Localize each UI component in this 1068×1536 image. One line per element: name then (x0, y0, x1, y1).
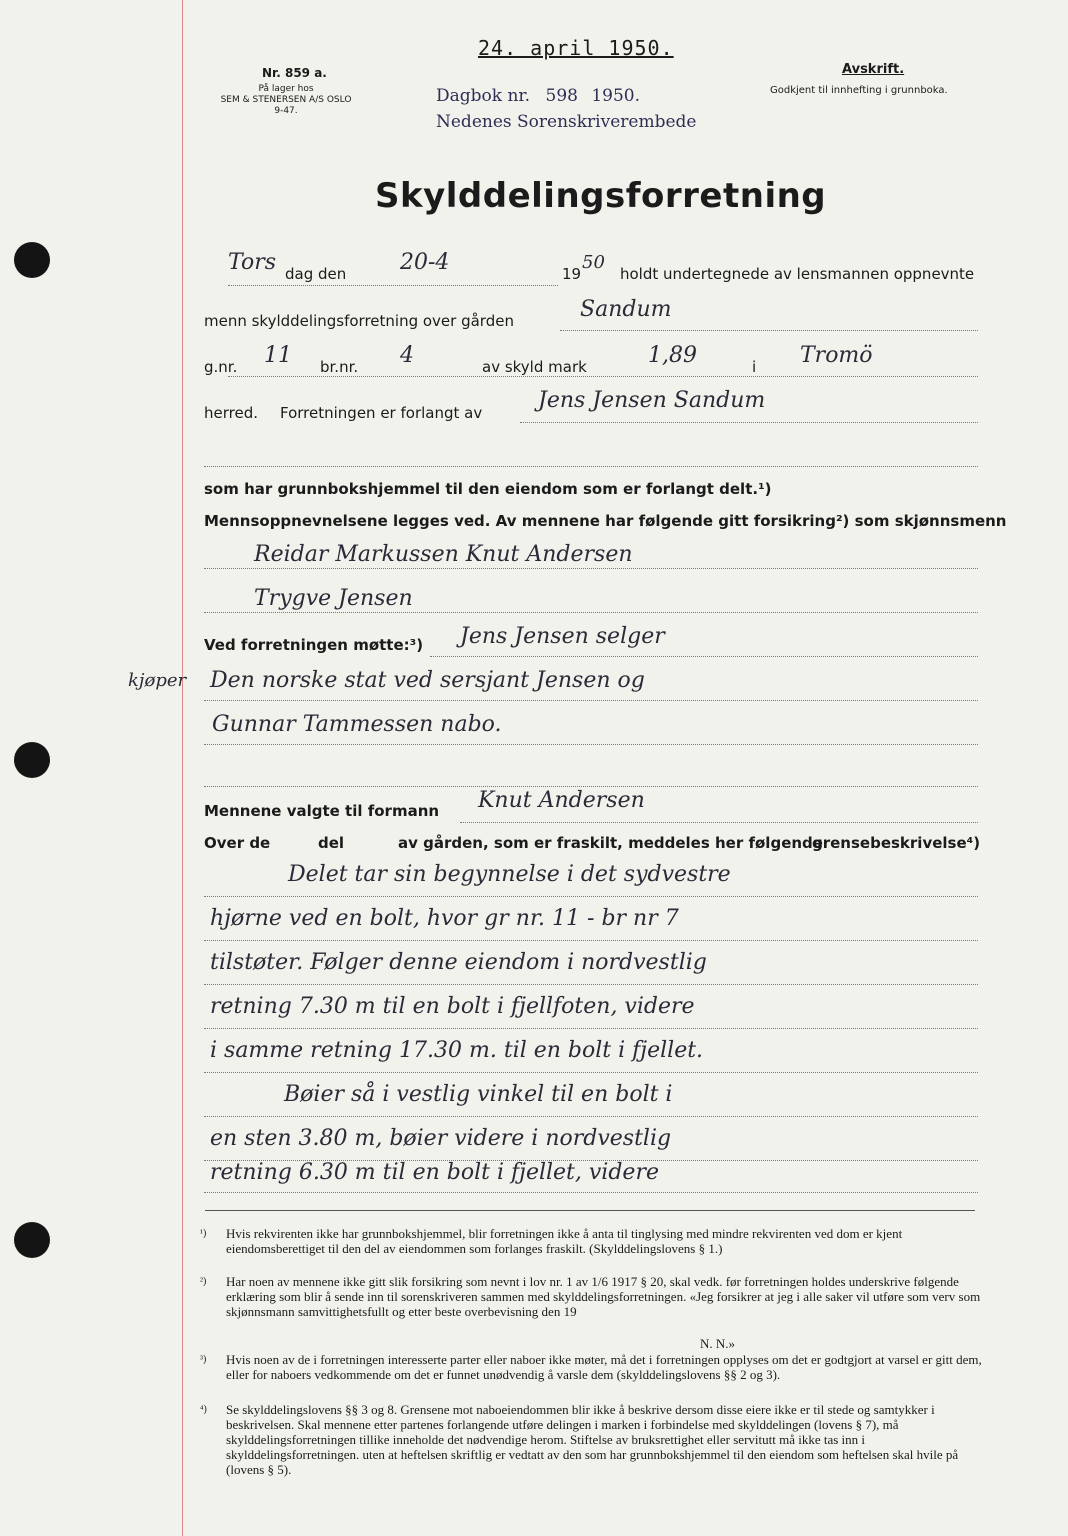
footnote (200, 1226, 990, 1256)
footnote-text: Hvis rekvirenten ikke har grunnbokshjemmel, blir forretningen ikke å anta til tinglysing med mindre rekvirenten ved dom er kjent eiendomsberettiget til den del av eiendommen som forlanges fraskilt. (Skylddelingslovens § 1.) (226, 1226, 903, 1256)
mote-label: Ved forretningen møtte:³) (204, 636, 424, 654)
margin-note-handwritten: kjøper (128, 670, 187, 691)
office-stamp: Nedenes Sorenskriverembede (436, 112, 697, 132)
punch-hole (14, 242, 50, 278)
menn-label: menn skylddelingsforretning over gården (204, 312, 514, 330)
gard-text: av gården, som er fraskilt, meddeles her følgende (398, 834, 823, 852)
footnote-mark: ³) (200, 1354, 207, 1365)
dagbok-number: 598 (545, 86, 578, 106)
dotted-line (560, 330, 978, 331)
dotted-line (204, 1192, 978, 1193)
dotted-line (204, 1116, 978, 1117)
dotted-line (228, 285, 558, 286)
avskrift-label: Avskrift. (842, 62, 905, 77)
herred-handwritten: Tromö (800, 343, 873, 368)
dotted-line (204, 744, 978, 745)
punch-hole (14, 742, 50, 778)
form-number: Nr. 859 a. (262, 66, 327, 80)
formann-handwritten: Knut Andersen (478, 788, 645, 813)
gnr-handwritten: 11 (264, 343, 292, 368)
requested-handwritten: Jens Jensen Sandum (538, 388, 766, 413)
attendee-handwritten-2: Den norske stat ved sersjant Jensen og (210, 668, 645, 693)
dagbok-label: Dagbok nr. (436, 86, 531, 106)
grunnbok-text: som har grunnbokshjemmel til den eiendom som er forlangt delt.¹) (204, 480, 772, 498)
footnote-mark: ²) (200, 1276, 207, 1287)
dotted-line (204, 896, 978, 897)
dotted-line (520, 422, 978, 423)
menn-text: Mennsoppnevnelsene legges ved. Av mennene har følgende gitt forsikring²) som skjønnsmenn (204, 512, 1007, 530)
dotted-line (204, 1072, 978, 1073)
document-title: Skylddelingsforretning (375, 176, 827, 216)
footnote-mark: ¹) (200, 1228, 207, 1239)
dotted-line (460, 822, 978, 823)
attendee-handwritten-1: Jens Jensen selger (460, 624, 665, 649)
godkjent-label: Godkjent til innhefting i grunnboka. (770, 85, 948, 96)
description-line: i samme retning 17.30 m. til en bolt i fjellet. (210, 1038, 704, 1063)
dotted-line (204, 466, 978, 467)
description-line: hjørne ved en bolt, hvor gr nr. 11 - br nr 7 (210, 906, 679, 931)
footnote (200, 1352, 990, 1382)
description-line: en sten 3.80 m, bøier videre i nordvestlig (210, 1126, 672, 1151)
holdt-text: holdt undertegnede av lensmannen oppnevnte (620, 265, 975, 283)
footnote-mark: ⁴) (200, 1404, 207, 1415)
dagbok-stamp (436, 86, 640, 106)
appraisers-handwritten-1: Reidar Markussen Knut Andersen (254, 542, 633, 567)
skyld-label: av skyld mark (482, 358, 587, 376)
date-handwritten: 20-4 (400, 250, 450, 275)
publisher-line: 9-47. (274, 106, 298, 116)
description-line: Bøier så i vestlig vinkel til en bolt i (284, 1082, 673, 1107)
requested-label: Forretningen er forlangt av (280, 404, 483, 422)
dotted-line (204, 940, 978, 941)
del-label: del (318, 834, 345, 852)
publisher-line: På lager hos (258, 84, 314, 94)
gnr-label: g.nr. (204, 358, 238, 376)
punch-hole (14, 1222, 50, 1258)
footnote-text: N. N.» (700, 1336, 736, 1351)
description-line: retning 7.30 m til en bolt i fjellfoten, videre (210, 994, 695, 1019)
i-label: i (752, 358, 757, 376)
publisher-line: SEM & STENERSEN A/S OSLO (220, 95, 352, 105)
weekday-handwritten: Tors (228, 250, 277, 275)
dotted-line (204, 568, 978, 569)
footnote-text: Har noen av mennene ikke gitt slik forsikring som nevnt i lov nr. 1 av 1/6 1917 § 20, skal vedk. før forretningen holdes underskrive følgende erklæring som blir å sende inn til sorenskriveren sammen med skylddelingsforretningen. «Jeg forsikrer at jeg i alle saker vil utføre som verv som skjønnsmann samvittighetsfullt og etter beste overbevisning den 19 (226, 1274, 981, 1319)
brnr-label: br.nr. (320, 358, 359, 376)
appraisers-handwritten-2: Trygve Jensen (254, 586, 413, 611)
margin-rule (182, 0, 183, 1536)
dotted-line (204, 612, 978, 613)
over-de-label: Over de (204, 834, 271, 852)
footnote (200, 1274, 990, 1319)
footnote (200, 1402, 990, 1477)
dotted-line (204, 1028, 978, 1029)
year-handwritten: 50 (582, 252, 605, 273)
footnote-signature (700, 1336, 780, 1351)
herred-label: herred. (204, 404, 258, 422)
footnote-text: Se skylddelingslovens §§ 3 og 8. Grensene mot naboeiendommen blir ikke å beskrive dersom disse eiere ikke er til stede og samtykker i beskrivelsen. Skal mennene etter partenes forlangende utføre delingen i marken i forbindelse med skylddelingen (lovens § 7), må skylddelingsforretningen tillike inneholde det nødvendige herom. Stiftelse av bruksrettighet eller servitutt må ikke tas inn i skylddelingsforretningen. uten at heftelsen skriftlig er vedtatt av den som har grunnbokshjemmel til den eiendom som heftelsen skal hvile på (lovens § 5). (226, 1402, 959, 1477)
grensebeskrivelse-label: grensebeskrivelse⁴) (812, 834, 981, 852)
publisher-block (216, 84, 356, 117)
dotted-line (228, 376, 978, 377)
skyld-handwritten: 1,89 (648, 343, 697, 368)
dotted-line (430, 656, 978, 657)
day-label: dag den (285, 265, 347, 283)
dotted-line (204, 700, 978, 701)
description-line: Delet tar sin begynnelse i det sydvestre (288, 862, 731, 887)
dagbok-year: 1950. (591, 86, 641, 106)
footnote-separator (205, 1210, 975, 1211)
dotted-line (204, 786, 978, 787)
attendee-handwritten-3: Gunnar Tammessen nabo. (212, 712, 502, 737)
description-line: tilstøter. Følger denne eiendom i nordvestlig (210, 950, 707, 975)
footnote-text: Hvis noen av de i forretningen interesserte parter eller naboer ikke møter, må det i forretningen opplyses om det er godtgjort at varsel er gitt dem, eller for naboers vedkommende om det er funnet unødvendig å varsle dem (skylddelingslovens §§ 2 og 3). (226, 1352, 982, 1382)
dotted-line (204, 984, 978, 985)
brnr-handwritten: 4 (400, 343, 414, 368)
formann-label: Mennene valgte til formann (204, 802, 440, 820)
year-prefix: 19 (562, 265, 582, 283)
farm-handwritten: Sandum (580, 297, 672, 322)
typed-date: 24. april 1950. (478, 36, 674, 60)
description-line: retning 6.30 m til en bolt i fjellet, videre (210, 1160, 659, 1185)
